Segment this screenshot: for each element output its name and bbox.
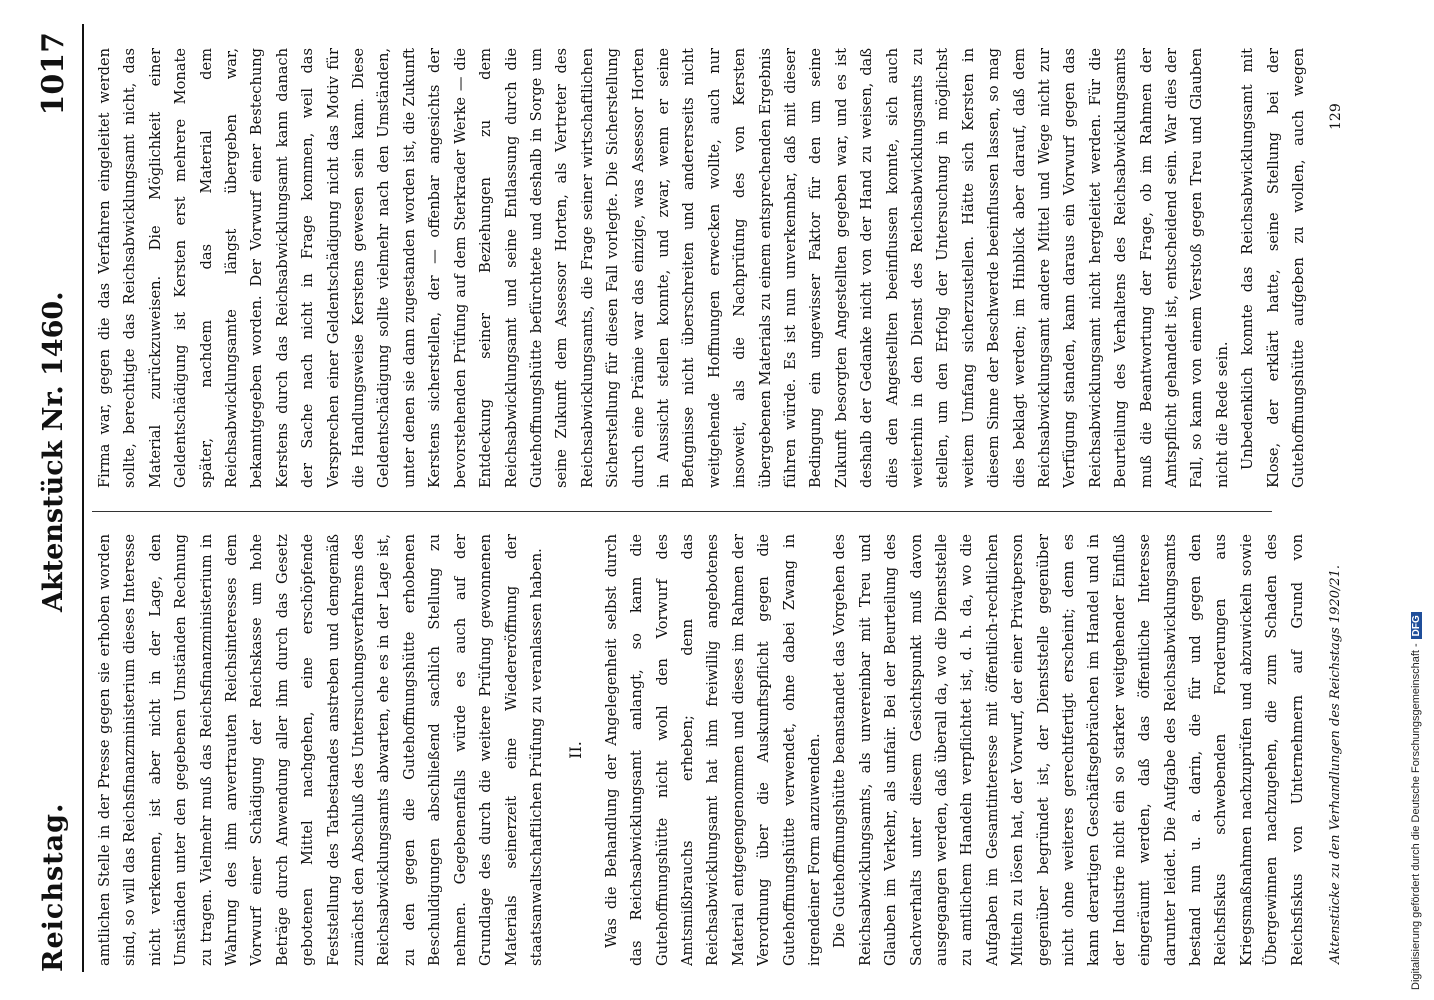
- left-paragraph-1: amtlichen Stelle in der Presse gegen sie erhoben worden sind, so will das Reichsfinanzministerium dieses Interesse nicht verkennen, ist aber nicht in der Lage, den Umständen unter den gegebenen Umständen Rechnung zu tragen. Vielmehr muß das Reichsfinanzministerium in Wahrung des ihm anvertrauten Reichsinteresses dem Vorwurf einer Schädigung der Reichskasse um hohe Beträge durch Anwendung aller ihm durch das Gesetz gebotenen Mittel nachgehen, eine erschöpfende Feststellung des Tatbestandes anstreben und demgemäß zunächst den Abschluß des Untersuchungsverfahrens des Reichsabwicklungsamts abwarten, ehe es in der Lage ist, zu den gegen die Gutehoffnungshütte erhobenen Beschuldigungen abschließend sachlich Stellung zu nehmen. Gegebenenfalls würde es auch auf der Grundlage des durch die weitere Prüfung gewonnenen Materials seinerzeit eine Wiedereröffnung der staatsanwaltschaftlichen Prüfung zu veranlassen haben.: [96, 534, 545, 966]
- header-rule: [82, 24, 84, 972]
- footer-source: Aktenstücke zu den Verhandlungen des Reichstags 1920/21.: [1328, 564, 1343, 964]
- dfg-logo: DFG: [1411, 612, 1422, 639]
- header-document-number: Aktenstück Nr. 1460.: [38, 291, 69, 612]
- left-paragraph-2: Was die Behandlung der Angelegenheit selbst durch das Reichsabwicklungsamt anlangt, so kann die Gutehoffnungshütte nicht wohl den Vorwurf des Amtsmißbrauchs erheben; denn das Reichsabwicklungsamt hat ihm freiwillig angebotenes Material entgegengenommen und dieses im Rahmen der Verordnung über die Auskunftspflicht gegen die Gutehoffnungshütte verwendet, ohne dabei Zwang in irgendeiner Form anzuwenden.: [602, 534, 823, 966]
- right-paragraph-2: Unbedenklich konnte das Reichsabwicklungsamt mit Klose, der erklärt hatte, seine Stellung bei der Gutehoffnungshütte aufgeben zu wollen, auch wegen: [1239, 48, 1308, 488]
- section-number: II.: [566, 741, 586, 759]
- right-column: [92, 48, 1312, 488]
- left-column: [92, 534, 1312, 966]
- footer-signature-number: 129: [1328, 103, 1344, 130]
- header-page-number: 1017: [36, 32, 71, 116]
- digitization-note-text: Digitalisierung gefördert durch die Deutsche Forschungsgemeinschaft -: [1410, 643, 1422, 990]
- header-reichstag: Reichstag.: [38, 802, 69, 972]
- column-divider: [92, 511, 1272, 512]
- digitization-note: [1410, 10, 1428, 990]
- left-paragraph-3: Die Gutehoffnungshütte beanstandet das Vorgehen des Reichsabwicklungsamts, als unvereinbar mit Treu und Glauben im Verkehr, als unfair. Bei der Beurteilung des Sachverhalts unter diesem Gesichtspunkt muß davon ausgegangen werden, daß überall da, wo die Dienststelle zu amtlichem Handeln verpflichtet ist, d. h. da, wo die Aufgaben im Gesamtinteresse mit öffentlich-rechtlichen Mitteln zu lösen hat, der Vorwurf, der einer Privatperson gegenüber begründet ist, der Dienststelle gegenüber nicht ohne weiteres gerechtfertigt erscheint; denn es kann derartigen Geschäftsgebräuchen im Handel und in der Industrie nicht ein so starker weitgehender Einfluß eingeräumt werden, daß das öffentliche Interesse darunter leidet. Die Aufgabe des Reichsabwicklungsamts bestand nun u. a. darin, die für und gegen den Reichsfiskus schwebenden Forderungen aus Kriegsmaßnahmen nachzuprüfen und abzuwickeln sowie Übergewinnen nachzugehen, die zum Schaden des Reichsfiskus von Unternehmern auf Grund von: [831, 534, 1306, 966]
- page-header: [30, 22, 80, 972]
- right-paragraph-1: Firma war, gegen die das Verfahren eingeleitet werden sollte, berechtigte das Reichsabwicklungsamt nicht, das Material zurückzuweisen. Die Möglichkeit einer Geldentschädigung ist Kersten erst mehrere Monate später, nachdem das Material dem Reichsabwicklungsamte längst übergeben war, bekanntgegeben worden. Der Vorwurf einer Bestechung Kerstens durch das Reichsabwicklungsamt kann danach der Sache nach nicht in Frage kommen, weil das Versprechen einer Geldentschädigung nicht das Motiv für die Handlungsweise Kerstens gewesen sein kann. Diese Geldentschädigung sollte vielmehr nach den Umständen, unter denen sie dann zugestanden worden ist, die Zukunft Kerstens sicherstellen, der — offenbar angesichts der bevorstehenden Prüfung auf dem Sterkrader Werke — die Entdeckung seiner Beziehungen zu dem Reichsabwicklungsamt und seine Entlassung durch die Gutehoffnungshütte befürchtete und deshalb in Sorge um seine Zukunft dem Assessor Horten, als Vertreter des Reichsabwicklungsamts, die Frage seiner wirtschaftlichen Sicherstellung für diesen Fall vorlegte. Die Sicherstellung durch eine Prämie war das einzige, was Assessor Horten in Aussicht stellen konnte, und zwar, wenn er seine Befugnisse nicht überschreiten und andererseits nicht weitgehende Hoffnungen erwecken wollte, auch nur insoweit, als die Nachprüfung des von Kersten übergebenen Materials zu einem entsprechenden Ergebnis führen würde. Es ist nun unverkennbar, daß mit dieser Bedingung ein ungewisser Faktor für den um seine Zukunft besorgten Angestellten gegeben war, und es ist deshalb der Gedanke nicht von der Hand zu weisen, daß dies den Angestellten beeinflussen konnte, sich auch weiterhin in den Dienst des Reichsabwicklungsamts zu stellen, um den Erfolg der Untersuchung in möglichst weitem Umfang sicherzustellen. Hätte sich Kersten in diesem Sinne der Beschwerde beeinflussen lassen, so mag dies beklagt werden; im Hinblick aber darauf, daß dem Reichsabwicklungsamt andere Mittel und Wege nicht zur Verfügung standen, kann daraus ein Vorwurf gegen das Reichsabwicklungsamt nicht hergeleitet werden. Für die Beurteilung des Verhaltens des Reichsabwicklungsamts muß die Beantwortung der Frage, ob im Rahmen der Amtspflicht gehandelt ist, entscheidend sein. War dies der Fall, so kann von einem Verstoß gegen Treu und Glauben nicht die Rede sein.: [96, 48, 1231, 488]
